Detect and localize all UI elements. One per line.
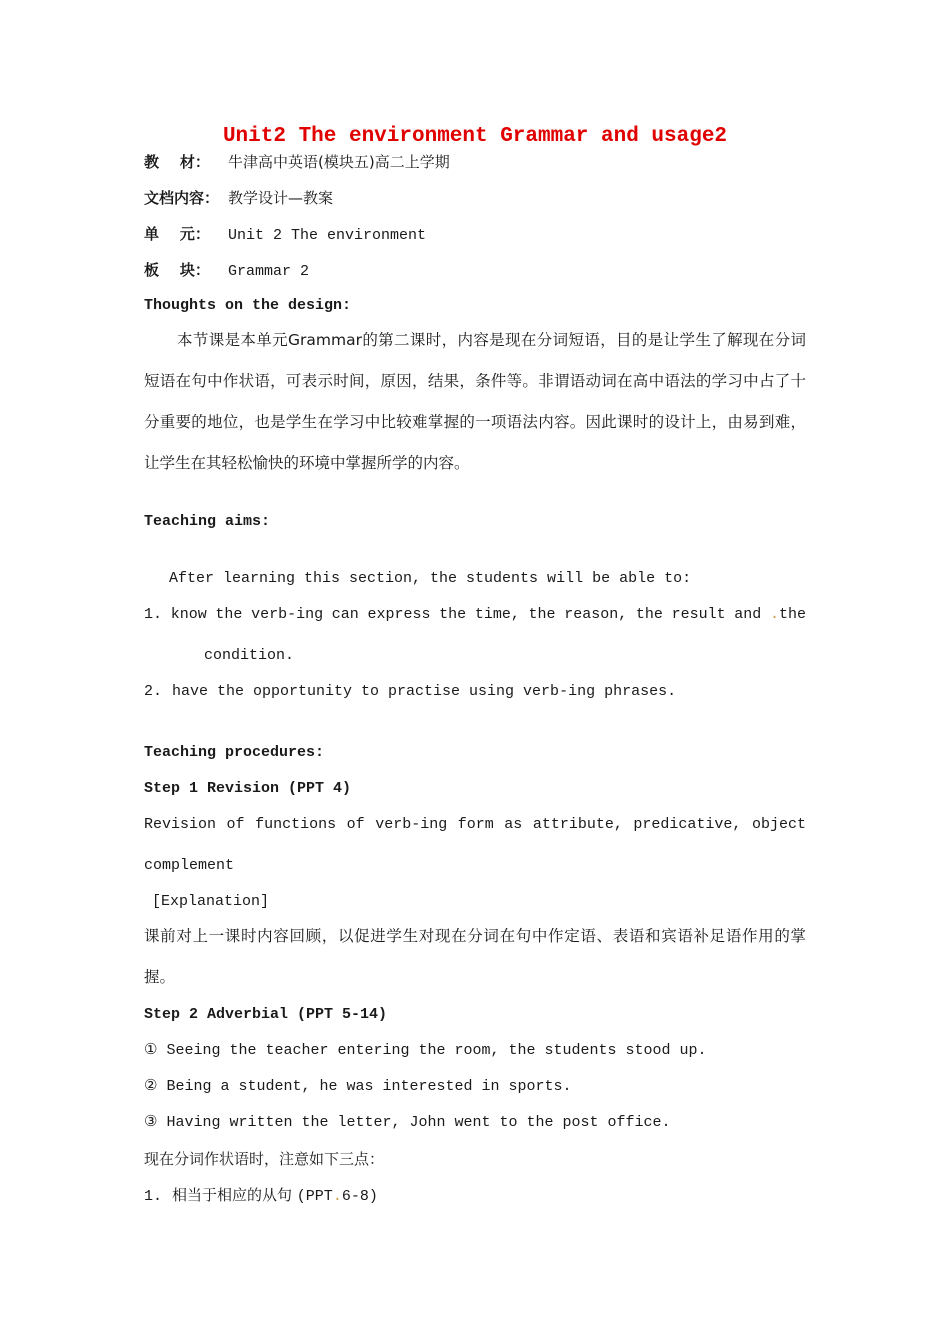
aims-item-1-last xyxy=(770,605,806,625)
step2-heading: Step 2 Adverbial (PPT 5-14) xyxy=(144,1006,388,1023)
aims-heading: Teaching aims: xyxy=(144,513,271,530)
point-1 xyxy=(144,1185,378,1207)
meta-block xyxy=(144,260,309,282)
point-1-text: 相当于相应的从句 xyxy=(172,1186,293,1204)
step1-description xyxy=(144,815,806,835)
block-label: 板 块： xyxy=(144,261,210,279)
aims-item-2-text: have the opportunity to practise using verb-ing phrases. xyxy=(172,683,677,700)
step1-continuation: complement xyxy=(144,857,235,874)
aims-item-1-word: the xyxy=(635,606,663,623)
meta-content xyxy=(144,188,333,208)
aims-item-1-word: the xyxy=(439,606,467,623)
example-1: ① Seeing the teacher entering the room, the students stood up. xyxy=(144,1042,707,1059)
thoughts-paragraph: 本节课是本单元Grammar的第二课时，内容是现在分词短语，目的是让学生了解现在分词短语在句中作状语，可表示时间，原因，结果，条件等。非谓语动词在高中语法的学习中占了十分重要的地位，也是学生在学习中比较难掌握的一项语法内容。因此课时的设计上，由易到难，让学生在其轻松愉快的环境中掌握所学的内容。 xyxy=(144,331,806,472)
block-value: Grammar 2 xyxy=(228,263,310,280)
thoughts-heading: Thoughts on the design: xyxy=(144,297,352,314)
aims-item-1 xyxy=(144,605,806,625)
step1-word: verb-ing xyxy=(375,816,448,833)
unit-label: 单 元： xyxy=(144,225,210,243)
material-label: 教 材： xyxy=(144,153,210,171)
example-2: ② Being a student, he was interested in sports. xyxy=(144,1078,572,1095)
unit-value: Unit 2 The environment xyxy=(228,227,427,244)
edit-mark: . xyxy=(332,1188,342,1205)
aims-item-1-word: express xyxy=(367,606,431,623)
step1-word: predicative, xyxy=(633,816,742,833)
aims-item-1-word: reason, xyxy=(564,606,628,623)
step1-word: as xyxy=(504,816,523,833)
aims-intro: After learning this section, the students will be able to: xyxy=(169,570,692,587)
material-value: 牛津高中英语(模块五)高二上学期 xyxy=(228,153,450,171)
aims-item-2-num: 2. xyxy=(144,683,163,700)
point-1-ref-a: (PPT xyxy=(296,1188,333,1205)
step1-word: of xyxy=(346,816,365,833)
aims-item-1-word: the xyxy=(215,606,243,623)
point-1-num: 1. xyxy=(144,1188,163,1205)
aims-item-1-word: time, xyxy=(474,606,520,623)
document-title: Unit2 The environment Grammar and usage2 xyxy=(222,125,728,148)
step1-heading: Step 1 Revision (PPT 4) xyxy=(144,780,352,797)
aims-item-1-continuation: condition. xyxy=(204,647,295,664)
aims-item-1-word: can xyxy=(331,606,359,623)
aims-item-1-word: the xyxy=(528,606,556,623)
step1-word: of xyxy=(226,816,245,833)
note-intro: 现在分词作状语时，注意如下三点： xyxy=(144,1150,385,1168)
step1-word: object xyxy=(751,816,806,833)
aims-item-1-word: verb-ing xyxy=(251,606,324,623)
explanation-label: [Explanation] xyxy=(152,893,270,910)
step1-word: Revision xyxy=(144,816,217,833)
example-3: ③ Having written the letter, John went to the post office. xyxy=(144,1114,671,1131)
aims-item-2 xyxy=(144,682,676,702)
aims-item-1-num: 1. xyxy=(144,606,163,623)
step1-word: form xyxy=(457,816,494,833)
aims-item-1-word: result xyxy=(671,606,726,623)
edit-mark: . xyxy=(769,606,779,623)
aims-item-1-word: and xyxy=(734,606,762,623)
step1-word: functions xyxy=(255,816,337,833)
aims-item-1-word: know xyxy=(170,606,207,623)
point-1-ref-b: 6-8) xyxy=(341,1188,378,1205)
step1-word: attribute, xyxy=(532,816,623,833)
procedures-heading: Teaching procedures: xyxy=(144,744,325,761)
meta-unit xyxy=(144,224,426,246)
content-label: 文档内容： xyxy=(144,189,220,207)
meta-material xyxy=(144,152,450,172)
explanation-text: 课前对上一课时内容回顾，以促进学生对现在分词在句中作定语、表语和宾语补足语作用的掌握。 xyxy=(144,927,806,986)
content-value: 教学设计—教案 xyxy=(228,189,334,207)
aims-item-1-last-word: the xyxy=(778,606,806,623)
